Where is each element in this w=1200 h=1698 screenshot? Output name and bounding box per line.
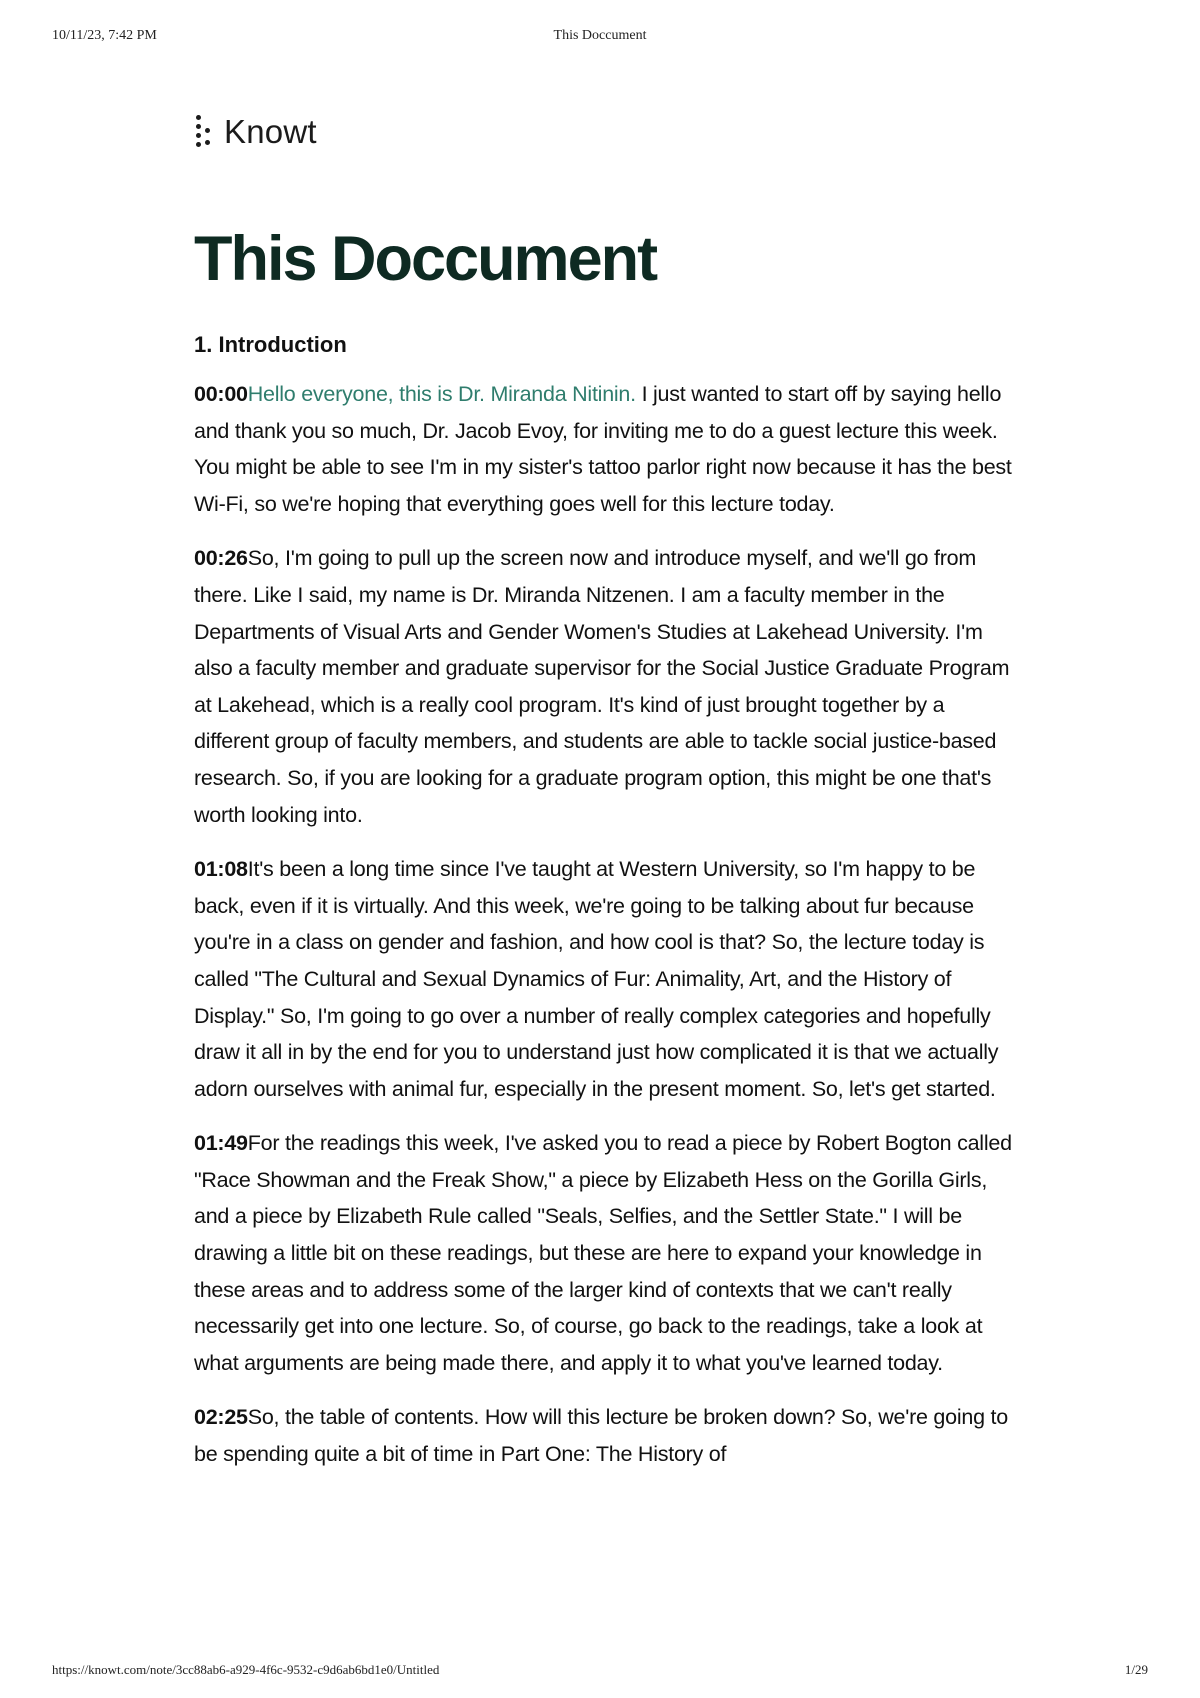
brand[interactable] [194, 110, 1014, 154]
transcript-paragraph [194, 1125, 1014, 1381]
page-number: 1/29 [1124, 1662, 1148, 1677]
paragraph-text: I just wanted to start off by saying hello and thank you so much, Dr. Jacob Evoy, for inviting me to do a guest lecture this week. You might be able to see I'm in my sister's tattoo parlor right now because it has the best Wi-Fi, so we're hoping that everything goes well for this lecture today. [194, 382, 1012, 516]
print-datetime: 10/11/23, 7:42 PM [52, 28, 157, 43]
brand-name: Knowt [224, 113, 317, 150]
knowt-logo-icon [194, 113, 218, 151]
timestamp-link[interactable]: 00:00 [194, 382, 248, 406]
transcript-paragraph [194, 851, 1014, 1107]
page-url[interactable]: https://knowt.com/note/3cc88ab6-a929-4f6c-9532-c9d6ab6bd1e0/Untitled [52, 1662, 440, 1677]
document-content [194, 110, 1014, 1467]
print-footer [0, 1662, 1200, 1684]
section-heading: 1. Introduction [194, 332, 347, 357]
print-header [0, 28, 1200, 50]
paragraph-text: For the readings this week, I've asked you to read a piece by Robert Bogton called "Race Showman and the Freak Show," a piece by Elizabeth Hess on the Gorilla Girls, and a piece by Elizabeth Rule called "Seals, Selfies, and the Settler State." I will be drawing a little bit on these readings, but these are here to expand your knowledge in these areas and to address some of the larger kind of contexts that we can't really necessarily get into one lecture. So, of course, go back to the readings, take a look at what arguments are being made there, and apply it to what you've learned today. [194, 1131, 1012, 1375]
timestamp-link[interactable]: 02:25 [194, 1405, 248, 1430]
transcript-paragraph [194, 540, 1014, 833]
timestamp-link[interactable]: 01:08 [194, 857, 248, 882]
timestamp-link[interactable]: 01:49 [194, 1131, 248, 1156]
highlighted-text: Hello everyone, this is Dr. Miranda Nitinin. [247, 382, 636, 406]
transcript-body [194, 376, 1014, 1491]
paragraph-text: It's been a long time since I've taught at Western University, so I'm happy to be back, even if it is virtually. And this week, we're going to be talking about fur because you're in a class on gender and fashion, and how cool is that? So, the lecture today is called "The Cultural and Sexual Dynamics of Fur: Animality, Art, and the History of Display." So, I'm going to go over a number of really complex categories and hopefully draw it all in by the end for you to understand just how complicated it is that we actually adorn ourselves with animal fur, especially in the present moment. So, let's get started. [194, 857, 999, 1101]
paragraph-text: So, I'm going to pull up the screen now and introduce myself, and we'll go from there. Like I said, my name is Dr. Miranda Nitzenen. I am a faculty member in the Departments of Visual Arts and Gender Women's Studies at Lakehead University. I'm also a faculty member and graduate supervisor for the Social Justice Graduate Program at Lakehead, which is a really cool program. It's kind of just brought together by a different group of faculty members, and students are able to tackle social justice-based research. So, if you are looking for a graduate program option, this might be one that's worth looking into. [194, 546, 1010, 827]
transcript-paragraph [194, 1399, 1014, 1472]
transcript-paragraph [194, 376, 1014, 522]
paragraph-text: So, the table of contents. How will this lecture be broken down? So, we're going to be spending quite a bit of time in Part One: The History of [194, 1405, 1008, 1467]
document-title: This Doccument [194, 224, 657, 294]
timestamp-link[interactable]: 00:26 [194, 546, 248, 571]
print-page-title: This Doccument [553, 28, 647, 43]
